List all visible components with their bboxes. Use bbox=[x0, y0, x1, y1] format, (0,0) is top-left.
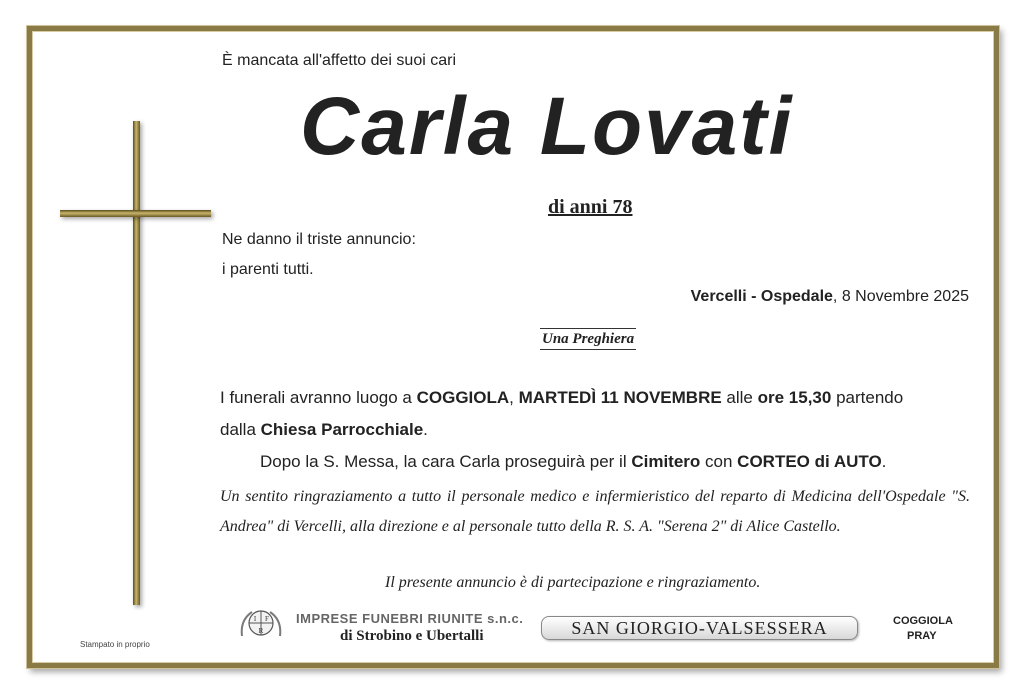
funeral-text: , bbox=[509, 388, 519, 407]
city-badge: SAN GIORGIO-VALSESSERA bbox=[541, 616, 858, 640]
logo-letter-1: I bbox=[253, 615, 257, 623]
printed-note: Stampato in proprio bbox=[80, 640, 150, 649]
funeral-line-1 bbox=[220, 388, 903, 408]
closing-text: Il presente annuncio è di partecipazione e ringraziamento. bbox=[385, 574, 761, 591]
funeral-text: con bbox=[700, 452, 738, 471]
funeral-text: partendo bbox=[831, 388, 904, 407]
company-owners: di Strobino e Ubertalli bbox=[340, 628, 484, 644]
prayer-text: Una Preghiera bbox=[540, 328, 636, 350]
date-text: , 8 Novembre 2025 bbox=[832, 288, 969, 305]
cross-horizontal-bar bbox=[60, 210, 211, 217]
funeral-text: alle bbox=[721, 388, 758, 407]
company-name: IMPRESE FUNEBRI RIUNITE s.n.c. bbox=[296, 611, 524, 626]
funeral-church: Chiesa Parrocchiale bbox=[260, 420, 424, 439]
funeral-text: . bbox=[881, 452, 887, 471]
funeral-time: ore 15,30 bbox=[757, 388, 832, 407]
logo-letter-3: R bbox=[258, 627, 264, 635]
logo-letter-2: F bbox=[265, 615, 269, 623]
funeral-date: MARTEDÌ 11 NOVEMBRE bbox=[518, 388, 722, 407]
town-pray: PRAY bbox=[907, 630, 937, 642]
announce-line-2: i parenti tutti. bbox=[222, 261, 314, 278]
funeral-town: COGGIOLA bbox=[416, 388, 510, 407]
funeral-line-2 bbox=[220, 420, 428, 440]
funeral-text: . bbox=[423, 420, 428, 439]
announce-line-1: Ne danno il triste annuncio: bbox=[222, 231, 416, 248]
funeral-procession: CORTEO di AUTO bbox=[737, 452, 882, 471]
funeral-text: dalla bbox=[220, 420, 261, 439]
town-coggiola: COGGIOLA bbox=[893, 615, 953, 627]
age-text: di anni 78 bbox=[548, 196, 633, 218]
funeral-line-3 bbox=[260, 452, 886, 472]
intro-text: È mancata all'affetto dei suoi cari bbox=[222, 52, 456, 69]
funeral-home-logo-icon bbox=[238, 606, 284, 640]
place-date bbox=[691, 288, 969, 306]
funeral-cemetery: Cimitero bbox=[631, 452, 701, 471]
funeral-text: I funerali avranno luogo a bbox=[220, 388, 417, 407]
deceased-name: Carla Lovati bbox=[300, 81, 794, 172]
thanks-paragraph: Un sentito ringraziamento a tutto il personale medico e infermieristico del reparto di Medicina dell'Ospedale "S. Andrea" di Vercelli, alla direzione e al personale tutto della R. S. A. "Serena 2" di Alice Castello. bbox=[220, 488, 970, 535]
place-text: Vercelli - Ospedale bbox=[690, 288, 833, 305]
cross-vertical-bar bbox=[133, 121, 140, 605]
funeral-text: Dopo la S. Messa, la cara Carla proseguirà per il bbox=[260, 452, 632, 471]
